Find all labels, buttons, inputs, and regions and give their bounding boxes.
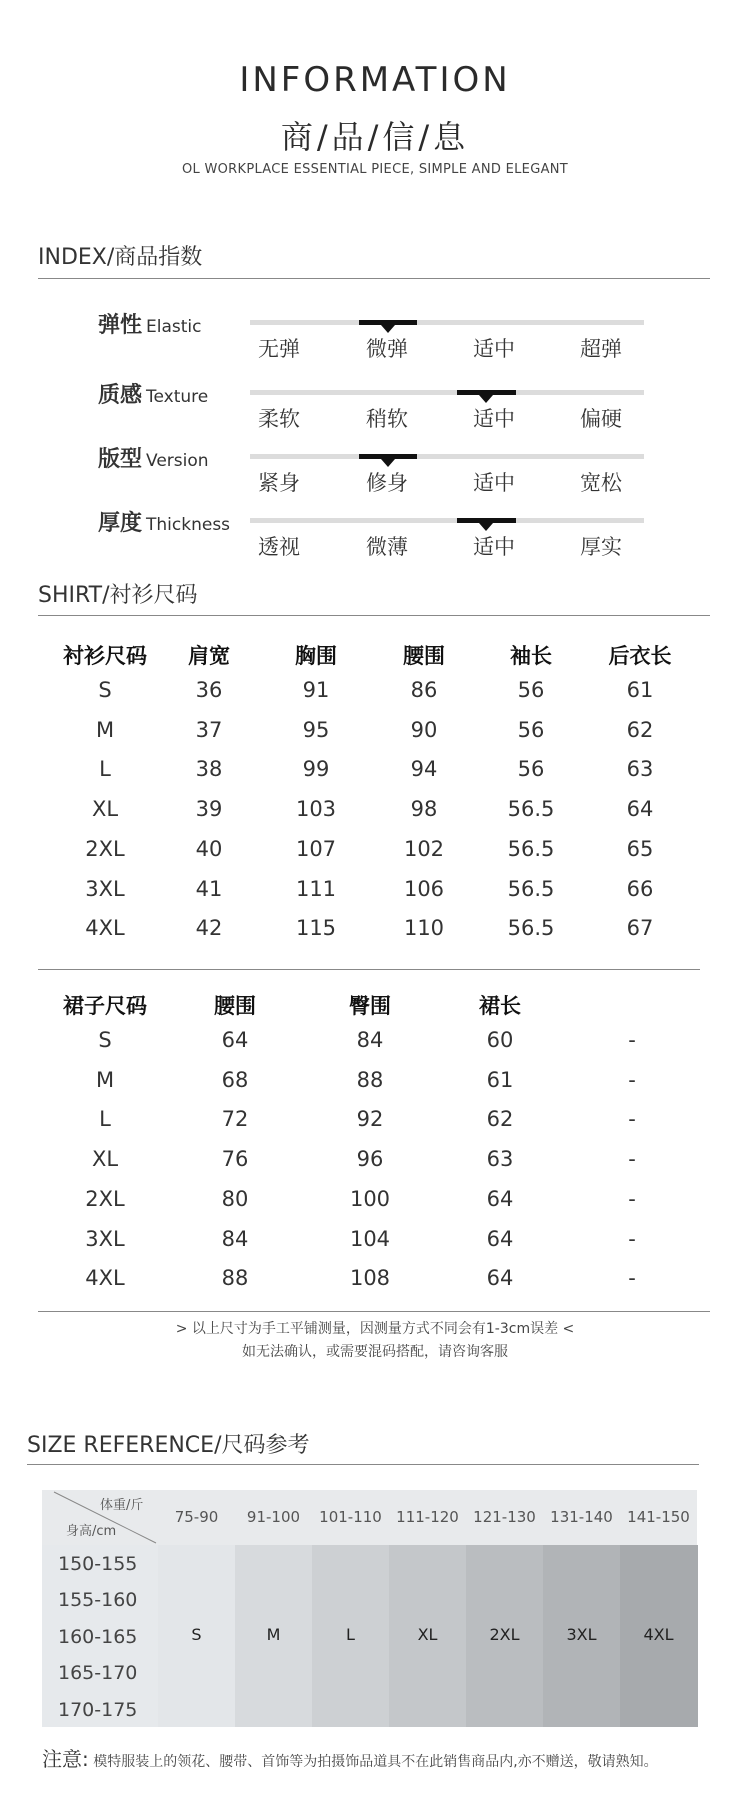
shirt-cell: 3XL <box>85 876 125 901</box>
index-label-elastic <box>98 308 202 339</box>
index-label-en: Thickness <box>146 515 231 535</box>
skirt-divider <box>38 969 700 970</box>
index-label-cn: 版型 <box>98 447 143 472</box>
height-range: 170-175 <box>58 1698 138 1721</box>
index-track <box>250 390 644 395</box>
shirt-cell: 2XL <box>85 836 125 861</box>
index-label-texture <box>98 378 208 409</box>
skirt-cell: S <box>98 1028 112 1052</box>
shirt-cell: 36 <box>195 678 223 702</box>
shirt-cell: 103 <box>295 797 337 822</box>
skirt-cell: 63 <box>486 1147 514 1172</box>
index-label-en: Version <box>146 451 209 471</box>
index-track <box>250 454 644 459</box>
shirt-cell: 66 <box>626 876 654 901</box>
size-label: 2XL <box>489 1625 520 1644</box>
skirt-cell: XL <box>91 1147 119 1172</box>
shirt-cell: 38 <box>195 757 223 782</box>
page-tagline: OL WORKPLACE ESSENTIAL PIECE, SIMPLE AND ELEGANT <box>181 162 569 177</box>
skirt-cell: L <box>99 1107 111 1132</box>
index-label-thickness <box>98 506 230 537</box>
skirt-cell: - <box>628 1107 636 1132</box>
index-label-version <box>98 442 209 473</box>
skirt-cell: 108 <box>349 1266 391 1291</box>
footer-text: 模特服装上的领花、腰带、首饰等为拍摄饰品道具不在此销售商品内,亦不赠送，敬请熟知。 <box>93 1754 658 1770</box>
size-label: XL <box>417 1625 438 1644</box>
shirt-cell: 56.5 <box>507 876 555 901</box>
weight-range: 111-120 <box>396 1508 459 1526</box>
skirt-cell: 104 <box>349 1226 391 1251</box>
contact-note: 如无法确认，或需要混码搭配，请咨询客服 <box>242 1344 508 1360</box>
index-option: 柔软 <box>258 407 300 431</box>
index-option: 适中 <box>473 407 515 431</box>
size-label: S <box>191 1625 202 1644</box>
shirt-section-title: SHIRT/衬衫尺码 <box>38 583 198 608</box>
skirt-cell: 84 <box>356 1028 384 1052</box>
index-option: 无弹 <box>258 337 300 361</box>
skirt-cell: 64 <box>486 1266 514 1291</box>
size-label: L <box>346 1625 355 1644</box>
shirt-cell: 111 <box>295 876 337 901</box>
shirt-cell: 67 <box>626 916 654 941</box>
skirt-cell: - <box>628 1067 636 1092</box>
index-marker <box>359 320 418 325</box>
index-option: 稍软 <box>366 407 408 431</box>
shirt-cell: 56 <box>517 717 545 742</box>
size-label: 4XL <box>643 1625 674 1644</box>
skirt-cell: 76 <box>221 1147 249 1172</box>
shirt-cell: 65 <box>626 836 654 861</box>
shirt-cell: 56.5 <box>507 797 555 822</box>
corner-weight-label: 体重/斤 <box>100 1498 144 1513</box>
index-option: 微弹 <box>366 337 408 361</box>
shirt-cell: XL <box>91 797 119 822</box>
shirt-cell: 56.5 <box>507 836 555 861</box>
index-option: 透视 <box>258 535 300 559</box>
shirt-cell: 91 <box>302 678 330 702</box>
skirt-cell: - <box>628 1186 636 1211</box>
skirt-cell: - <box>628 1147 636 1172</box>
shirt-cell: 106 <box>403 876 445 901</box>
size-label: M <box>266 1625 281 1644</box>
shirt-header-cell: 袖长 <box>510 644 552 668</box>
shirt-cell: 90 <box>410 717 438 742</box>
height-range: 160-165 <box>58 1625 138 1648</box>
index-marker <box>457 518 516 523</box>
shirt-cell: 4XL <box>85 916 125 941</box>
footer-note <box>42 1743 658 1772</box>
weight-range: 75-90 <box>174 1508 219 1526</box>
skirt-cell: 2XL <box>85 1186 125 1211</box>
footer-label: 注意: <box>42 1747 89 1771</box>
shirt-cell: 99 <box>302 757 330 782</box>
skirt-cell: 3XL <box>85 1226 125 1251</box>
index-label-en: Texture <box>146 387 209 407</box>
notes-divider <box>38 1311 710 1312</box>
size-label: 3XL <box>566 1625 597 1644</box>
index-option: 厚实 <box>580 535 622 559</box>
index-option: 适中 <box>473 535 515 559</box>
shirt-cell: 39 <box>195 797 223 822</box>
skirt-cell: 68 <box>221 1067 249 1092</box>
shirt-cell: 95 <box>302 717 330 742</box>
skirt-cell: - <box>628 1266 636 1291</box>
shirt-cell: 56.5 <box>507 916 555 941</box>
index-marker <box>457 390 516 395</box>
index-label-cn: 质感 <box>98 383 143 408</box>
index-label-en: Elastic <box>146 317 202 337</box>
index-divider <box>38 278 710 279</box>
skirt-cell: 84 <box>221 1226 249 1251</box>
shirt-cell: 115 <box>295 916 337 941</box>
index-section-title: INDEX/商品指数 <box>38 245 203 270</box>
height-range: 150-155 <box>58 1553 138 1575</box>
shirt-cell: 61 <box>626 678 654 702</box>
shirt-cell: 110 <box>403 916 445 941</box>
index-option: 修身 <box>366 471 408 495</box>
shirt-header-cell: 后衣长 <box>608 644 672 668</box>
skirt-cell: - <box>628 1226 636 1251</box>
height-range: 155-160 <box>58 1589 138 1612</box>
skirt-cell: 61 <box>486 1067 514 1092</box>
shirt-cell: 40 <box>195 836 223 861</box>
shirt-cell: 94 <box>410 757 438 782</box>
shirt-cell: 41 <box>195 876 223 901</box>
skirt-cell: 4XL <box>85 1266 125 1291</box>
shirt-cell: M <box>95 717 115 742</box>
shirt-cell: 63 <box>626 757 654 782</box>
index-track <box>250 518 644 523</box>
shirt-cell: 102 <box>403 836 445 861</box>
shirt-cell: 107 <box>295 836 337 861</box>
skirt-header-cell: 裙子尺码 <box>63 994 147 1018</box>
shirt-cell: 64 <box>626 797 654 822</box>
reference-divider <box>27 1464 699 1465</box>
index-option: 偏硬 <box>580 407 622 431</box>
skirt-cell: 64 <box>221 1028 249 1052</box>
shirt-header-cell: 衬衫尺码 <box>63 644 147 668</box>
height-range: 165-170 <box>58 1662 138 1685</box>
skirt-cell: 88 <box>356 1067 384 1092</box>
skirt-header-cell: 裙长 <box>479 994 521 1018</box>
skirt-cell: 60 <box>486 1028 514 1052</box>
shirt-cell: 98 <box>410 797 438 822</box>
skirt-cell: 80 <box>221 1186 249 1211</box>
shirt-cell: 37 <box>195 717 223 742</box>
shirt-header-cell: 腰围 <box>403 644 445 668</box>
shirt-cell: 62 <box>626 717 654 742</box>
skirt-cell: 64 <box>486 1226 514 1251</box>
skirt-cell: 72 <box>221 1107 249 1132</box>
skirt-cell: M <box>95 1067 115 1092</box>
corner-height-label: 身高/cm <box>66 1524 117 1539</box>
skirt-cell: 92 <box>356 1107 384 1132</box>
skirt-header-cell: 臀围 <box>349 994 391 1018</box>
shirt-cell: S <box>98 678 112 702</box>
index-option: 宽松 <box>580 471 622 495</box>
weight-range: 141-150 <box>627 1508 690 1526</box>
index-option: 超弹 <box>580 337 622 361</box>
index-option: 适中 <box>473 337 515 361</box>
page-subtitle: 商/品/信/息 <box>280 118 470 156</box>
index-option: 紧身 <box>258 471 300 495</box>
skirt-cell: 64 <box>486 1186 514 1211</box>
shirt-cell: L <box>99 757 111 782</box>
skirt-cell: 88 <box>221 1266 249 1291</box>
index-option: 适中 <box>473 471 515 495</box>
index-label-cn: 厚度 <box>98 511 143 536</box>
shirt-header-cell: 肩宽 <box>188 644 230 668</box>
skirt-cell: 62 <box>486 1107 514 1132</box>
skirt-cell: - <box>628 1028 636 1052</box>
weight-range: 131-140 <box>550 1508 613 1526</box>
measurement-note: > 以上尺寸为手工平铺测量，因测量方式不同会有1-3cm误差 < <box>175 1321 575 1337</box>
index-option: 微薄 <box>366 535 408 559</box>
weight-range: 101-110 <box>319 1508 382 1526</box>
index-marker <box>359 454 418 459</box>
page-title: INFORMATION <box>239 60 511 100</box>
shirt-cell: 86 <box>410 678 438 702</box>
reference-section-title: SIZE REFERENCE/尺码参考 <box>27 1433 310 1458</box>
shirt-cell: 56 <box>517 757 545 782</box>
shirt-cell: 42 <box>195 916 223 941</box>
skirt-cell: 96 <box>356 1147 384 1172</box>
skirt-cell: 100 <box>349 1186 391 1211</box>
shirt-divider <box>38 615 710 616</box>
weight-range: 91-100 <box>246 1508 301 1526</box>
index-track <box>250 320 644 325</box>
skirt-header-cell: 腰围 <box>214 994 256 1018</box>
weight-range: 121-130 <box>473 1508 536 1526</box>
index-label-cn: 弹性 <box>98 313 143 338</box>
shirt-header-cell: 胸围 <box>295 644 337 668</box>
shirt-cell: 56 <box>517 678 545 702</box>
